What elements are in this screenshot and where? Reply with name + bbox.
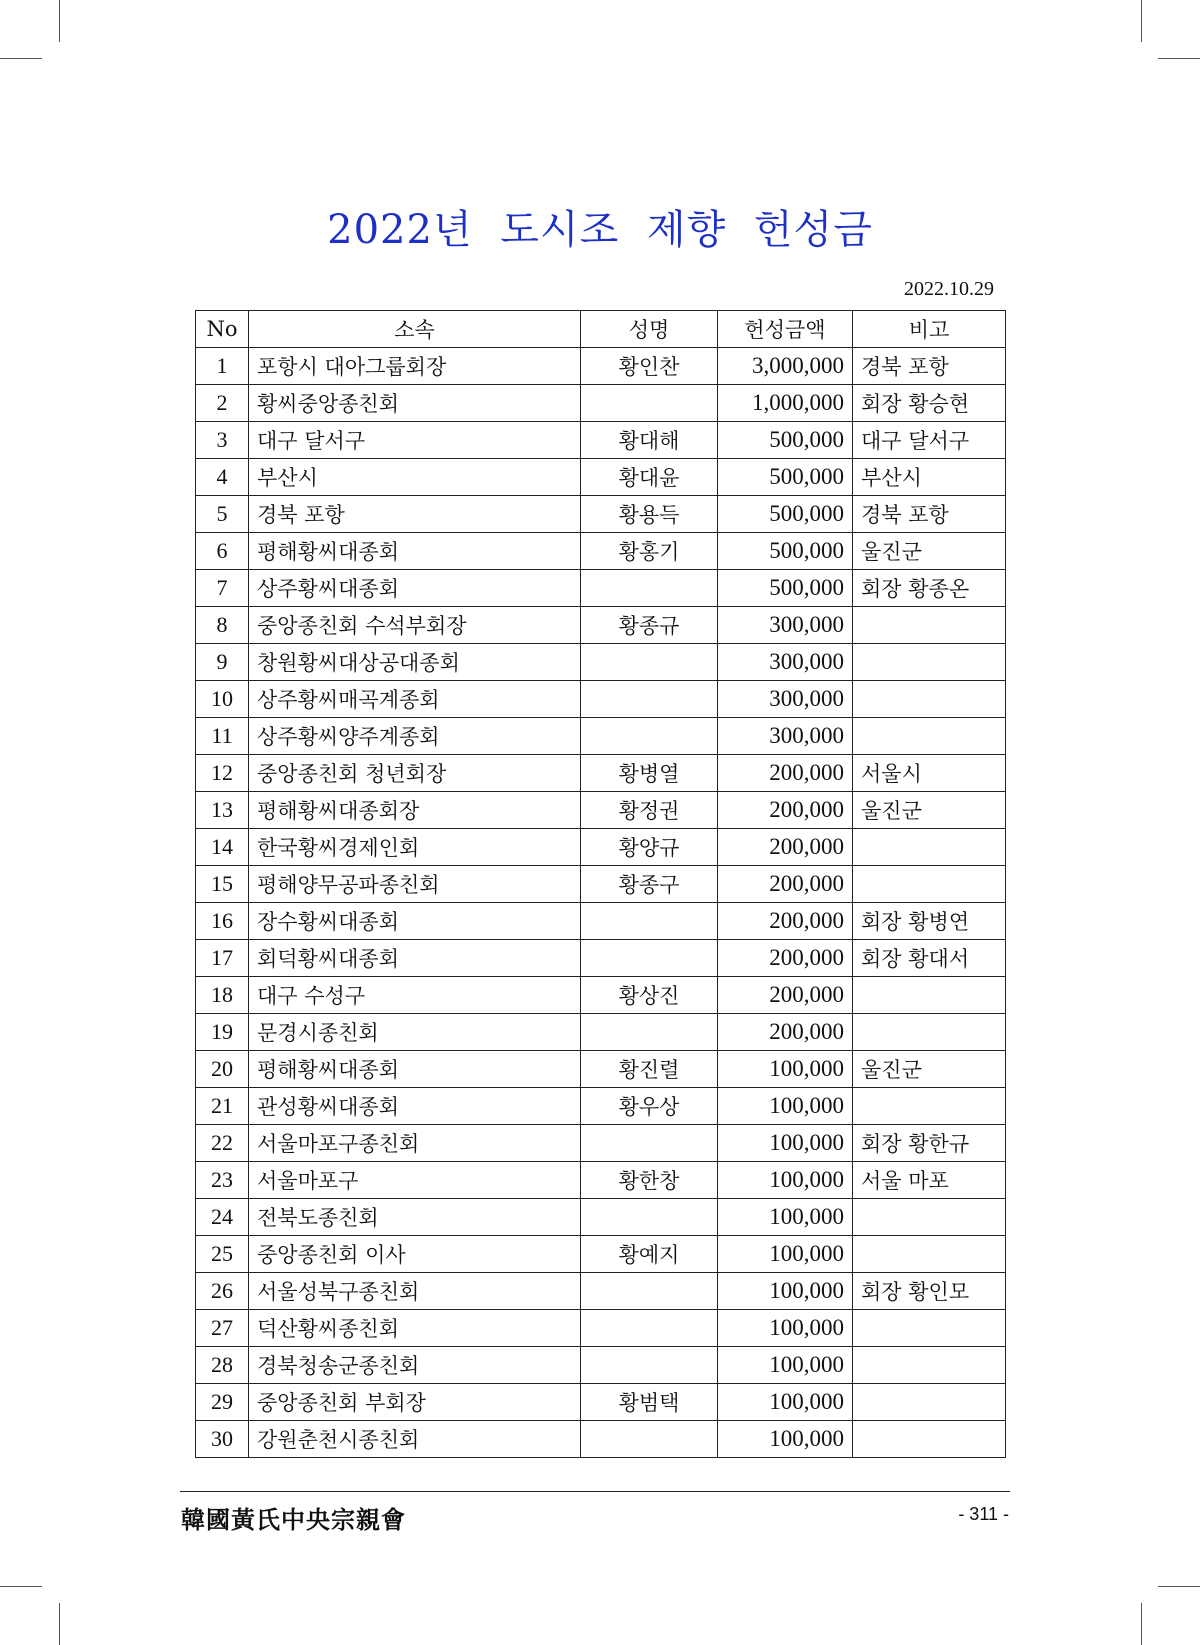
affiliation-cell: 문경시종친회: [249, 1014, 581, 1051]
table-row: [196, 977, 1006, 1014]
row-number: 25: [196, 1236, 249, 1273]
table-row: [196, 1236, 1006, 1273]
amount-cell: 500,000: [718, 422, 853, 459]
table-row: [196, 1088, 1006, 1125]
affiliation-cell: 상주황씨매곡계종회: [249, 681, 581, 718]
column-header-no: No: [196, 311, 249, 348]
donor-name-cell: 황대윤: [581, 459, 718, 496]
document-date: 2022.10.29: [904, 278, 994, 300]
row-number: 19: [196, 1014, 249, 1051]
note-cell: [853, 644, 1006, 681]
affiliation-cell: 경북청송군종친회: [249, 1347, 581, 1384]
table-row: [196, 1347, 1006, 1384]
row-number: 17: [196, 940, 249, 977]
row-number: 8: [196, 607, 249, 644]
amount-cell: 3,000,000: [718, 348, 853, 385]
row-number: 1: [196, 348, 249, 385]
row-number: 24: [196, 1199, 249, 1236]
note-cell: 경북 포항: [853, 496, 1006, 533]
affiliation-cell: 서울마포구: [249, 1162, 581, 1199]
donor-name-cell: [581, 903, 718, 940]
note-cell: 서울시: [853, 755, 1006, 792]
affiliation-cell: 창원황씨대상공대종회: [249, 644, 581, 681]
note-cell: [853, 829, 1006, 866]
amount-cell: 100,000: [718, 1051, 853, 1088]
affiliation-cell: 경북 포항: [249, 496, 581, 533]
amount-cell: 100,000: [718, 1421, 853, 1458]
table-row: [196, 533, 1006, 570]
donor-name-cell: 황상진: [581, 977, 718, 1014]
amount-cell: 300,000: [718, 718, 853, 755]
table-row: [196, 570, 1006, 607]
table-row: [196, 1014, 1006, 1051]
table-body: [196, 348, 1006, 1458]
crop-mark: [59, 1603, 60, 1645]
note-cell: 회장 황한규: [853, 1125, 1006, 1162]
row-number: 11: [196, 718, 249, 755]
amount-cell: 100,000: [718, 1384, 853, 1421]
column-header-name: 성명: [581, 311, 718, 348]
affiliation-cell: 관성황씨대종회: [249, 1088, 581, 1125]
table-row: [196, 1310, 1006, 1347]
crop-mark: [1141, 1603, 1142, 1645]
amount-cell: 200,000: [718, 829, 853, 866]
row-number: 12: [196, 755, 249, 792]
donor-name-cell: [581, 644, 718, 681]
amount-cell: 500,000: [718, 496, 853, 533]
note-cell: 회장 황병연: [853, 903, 1006, 940]
amount-cell: 100,000: [718, 1236, 853, 1273]
affiliation-cell: 대구 달서구: [249, 422, 581, 459]
table-row: [196, 755, 1006, 792]
affiliation-cell: 회덕황씨대종회: [249, 940, 581, 977]
page-number: - 311 -: [958, 1504, 1009, 1524]
note-cell: 회장 황승현: [853, 385, 1006, 422]
table-row: [196, 1273, 1006, 1310]
table-row: [196, 1051, 1006, 1088]
donor-name-cell: 황진렬: [581, 1051, 718, 1088]
crop-mark: [1141, 0, 1142, 42]
crop-mark: [0, 1586, 42, 1587]
row-number: 9: [196, 644, 249, 681]
note-cell: [853, 718, 1006, 755]
note-cell: 경북 포항: [853, 348, 1006, 385]
crop-mark: [1158, 58, 1200, 59]
table-row: [196, 940, 1006, 977]
amount-cell: 200,000: [718, 755, 853, 792]
amount-cell: 100,000: [718, 1273, 853, 1310]
affiliation-cell: 중앙종친회 수석부회장: [249, 607, 581, 644]
note-cell: [853, 1347, 1006, 1384]
amount-cell: 500,000: [718, 533, 853, 570]
donor-name-cell: [581, 1273, 718, 1310]
affiliation-cell: 포항시 대아그룹회장: [249, 348, 581, 385]
donor-name-cell: [581, 570, 718, 607]
note-cell: 울진군: [853, 533, 1006, 570]
amount-cell: 200,000: [718, 903, 853, 940]
amount-cell: 300,000: [718, 607, 853, 644]
note-cell: [853, 1421, 1006, 1458]
donor-name-cell: 황한창: [581, 1162, 718, 1199]
donor-name-cell: [581, 1347, 718, 1384]
table-row: [196, 903, 1006, 940]
row-number: 28: [196, 1347, 249, 1384]
row-number: 7: [196, 570, 249, 607]
amount-cell: 200,000: [718, 1014, 853, 1051]
note-cell: 회장 황종온: [853, 570, 1006, 607]
row-number: 27: [196, 1310, 249, 1347]
amount-cell: 100,000: [718, 1125, 853, 1162]
row-number: 26: [196, 1273, 249, 1310]
note-cell: [853, 607, 1006, 644]
donor-name-cell: 황대해: [581, 422, 718, 459]
note-cell: [853, 1384, 1006, 1421]
table-row: [196, 681, 1006, 718]
table-row: [196, 792, 1006, 829]
row-number: 29: [196, 1384, 249, 1421]
affiliation-cell: 한국황씨경제인회: [249, 829, 581, 866]
table-row: [196, 607, 1006, 644]
row-number: 16: [196, 903, 249, 940]
donor-name-cell: 황양규: [581, 829, 718, 866]
affiliation-cell: 부산시: [249, 459, 581, 496]
donor-name-cell: 황범택: [581, 1384, 718, 1421]
donor-name-cell: [581, 1014, 718, 1051]
column-header-amount: 헌성금액: [718, 311, 853, 348]
amount-cell: 200,000: [718, 977, 853, 1014]
row-number: 5: [196, 496, 249, 533]
amount-cell: 200,000: [718, 866, 853, 903]
table-row: [196, 829, 1006, 866]
donor-name-cell: [581, 1310, 718, 1347]
table-row: [196, 1162, 1006, 1199]
crop-mark: [1158, 1586, 1200, 1587]
crop-mark: [59, 0, 60, 42]
affiliation-cell: 서울마포구종친회: [249, 1125, 581, 1162]
donor-name-cell: [581, 385, 718, 422]
note-cell: [853, 1199, 1006, 1236]
note-cell: 부산시: [853, 459, 1006, 496]
amount-cell: 100,000: [718, 1347, 853, 1384]
affiliation-cell: 장수황씨대종회: [249, 903, 581, 940]
donor-name-cell: 황홍기: [581, 533, 718, 570]
donor-name-cell: [581, 940, 718, 977]
amount-cell: 100,000: [718, 1162, 853, 1199]
row-number: 13: [196, 792, 249, 829]
table-row: [196, 385, 1006, 422]
row-number: 18: [196, 977, 249, 1014]
amount-cell: 200,000: [718, 792, 853, 829]
table-row: [196, 422, 1006, 459]
organization-name: 韓國黃氏中央宗親會: [181, 1505, 406, 1534]
row-number: 15: [196, 866, 249, 903]
row-number: 21: [196, 1088, 249, 1125]
amount-cell: 100,000: [718, 1199, 853, 1236]
table-row: [196, 1199, 1006, 1236]
table-row: [196, 496, 1006, 533]
amount-cell: 300,000: [718, 644, 853, 681]
affiliation-cell: 서울성북구종친회: [249, 1273, 581, 1310]
note-cell: [853, 1310, 1006, 1347]
row-number: 14: [196, 829, 249, 866]
affiliation-cell: 중앙종친회 청년회장: [249, 755, 581, 792]
table-row: [196, 459, 1006, 496]
donor-name-cell: 황종규: [581, 607, 718, 644]
page-title: 2022년 도시조 제향 헌성금: [327, 207, 873, 253]
note-cell: 울진군: [853, 1051, 1006, 1088]
table-row: [196, 348, 1006, 385]
note-cell: 회장 황대서: [853, 940, 1006, 977]
donor-name-cell: 황예지: [581, 1236, 718, 1273]
row-number: 20: [196, 1051, 249, 1088]
donor-name-cell: [581, 1199, 718, 1236]
affiliation-cell: 대구 수성구: [249, 977, 581, 1014]
crop-mark: [0, 58, 42, 59]
amount-cell: 1,000,000: [718, 385, 853, 422]
affiliation-cell: 황씨중앙종친회: [249, 385, 581, 422]
affiliation-cell: 덕산황씨종친회: [249, 1310, 581, 1347]
amount-cell: 200,000: [718, 940, 853, 977]
affiliation-cell: 전북도종친회: [249, 1199, 581, 1236]
note-cell: [853, 1014, 1006, 1051]
donor-name-cell: [581, 1125, 718, 1162]
table-row: [196, 644, 1006, 681]
row-number: 4: [196, 459, 249, 496]
donor-name-cell: 황종구: [581, 866, 718, 903]
donation-table: [195, 310, 1006, 1458]
row-number: 6: [196, 533, 249, 570]
amount-cell: 300,000: [718, 681, 853, 718]
row-number: 3: [196, 422, 249, 459]
affiliation-cell: 평해양무공파종친회: [249, 866, 581, 903]
note-cell: [853, 1088, 1006, 1125]
donor-name-cell: 황정권: [581, 792, 718, 829]
note-cell: [853, 681, 1006, 718]
donor-name-cell: [581, 1421, 718, 1458]
affiliation-cell: 중앙종친회 부회장: [249, 1384, 581, 1421]
row-number: 23: [196, 1162, 249, 1199]
note-cell: [853, 1236, 1006, 1273]
note-cell: [853, 866, 1006, 903]
amount-cell: 100,000: [718, 1088, 853, 1125]
note-cell: [853, 977, 1006, 1014]
donor-name-cell: 황용득: [581, 496, 718, 533]
affiliation-cell: 상주황씨양주계종회: [249, 718, 581, 755]
donor-name-cell: 황인찬: [581, 348, 718, 385]
table-row: [196, 1384, 1006, 1421]
row-number: 10: [196, 681, 249, 718]
column-header-note: 비고: [853, 311, 1006, 348]
donor-name-cell: 황우상: [581, 1088, 718, 1125]
affiliation-cell: 강원춘천시종친회: [249, 1421, 581, 1458]
table-row: [196, 718, 1006, 755]
amount-cell: 500,000: [718, 570, 853, 607]
note-cell: 대구 달서구: [853, 422, 1006, 459]
affiliation-cell: 평해황씨대종회: [249, 1051, 581, 1088]
donor-name-cell: 황병열: [581, 755, 718, 792]
table-row: [196, 866, 1006, 903]
amount-cell: 500,000: [718, 459, 853, 496]
note-cell: 울진군: [853, 792, 1006, 829]
note-cell: 서울 마포: [853, 1162, 1006, 1199]
table-row: [196, 1421, 1006, 1458]
row-number: 22: [196, 1125, 249, 1162]
amount-cell: 100,000: [718, 1310, 853, 1347]
donor-name-cell: [581, 718, 718, 755]
row-number: 2: [196, 385, 249, 422]
affiliation-cell: 중앙종친회 이사: [249, 1236, 581, 1273]
row-number: 30: [196, 1421, 249, 1458]
affiliation-cell: 상주황씨대종회: [249, 570, 581, 607]
donor-name-cell: [581, 681, 718, 718]
table-header-row: [196, 311, 1006, 348]
affiliation-cell: 평해황씨대종회: [249, 533, 581, 570]
footer-divider: [180, 1491, 1010, 1492]
note-cell: 회장 황인모: [853, 1273, 1006, 1310]
table-row: [196, 1125, 1006, 1162]
affiliation-cell: 평해황씨대종회장: [249, 792, 581, 829]
column-header-affiliation: 소속: [249, 311, 581, 348]
